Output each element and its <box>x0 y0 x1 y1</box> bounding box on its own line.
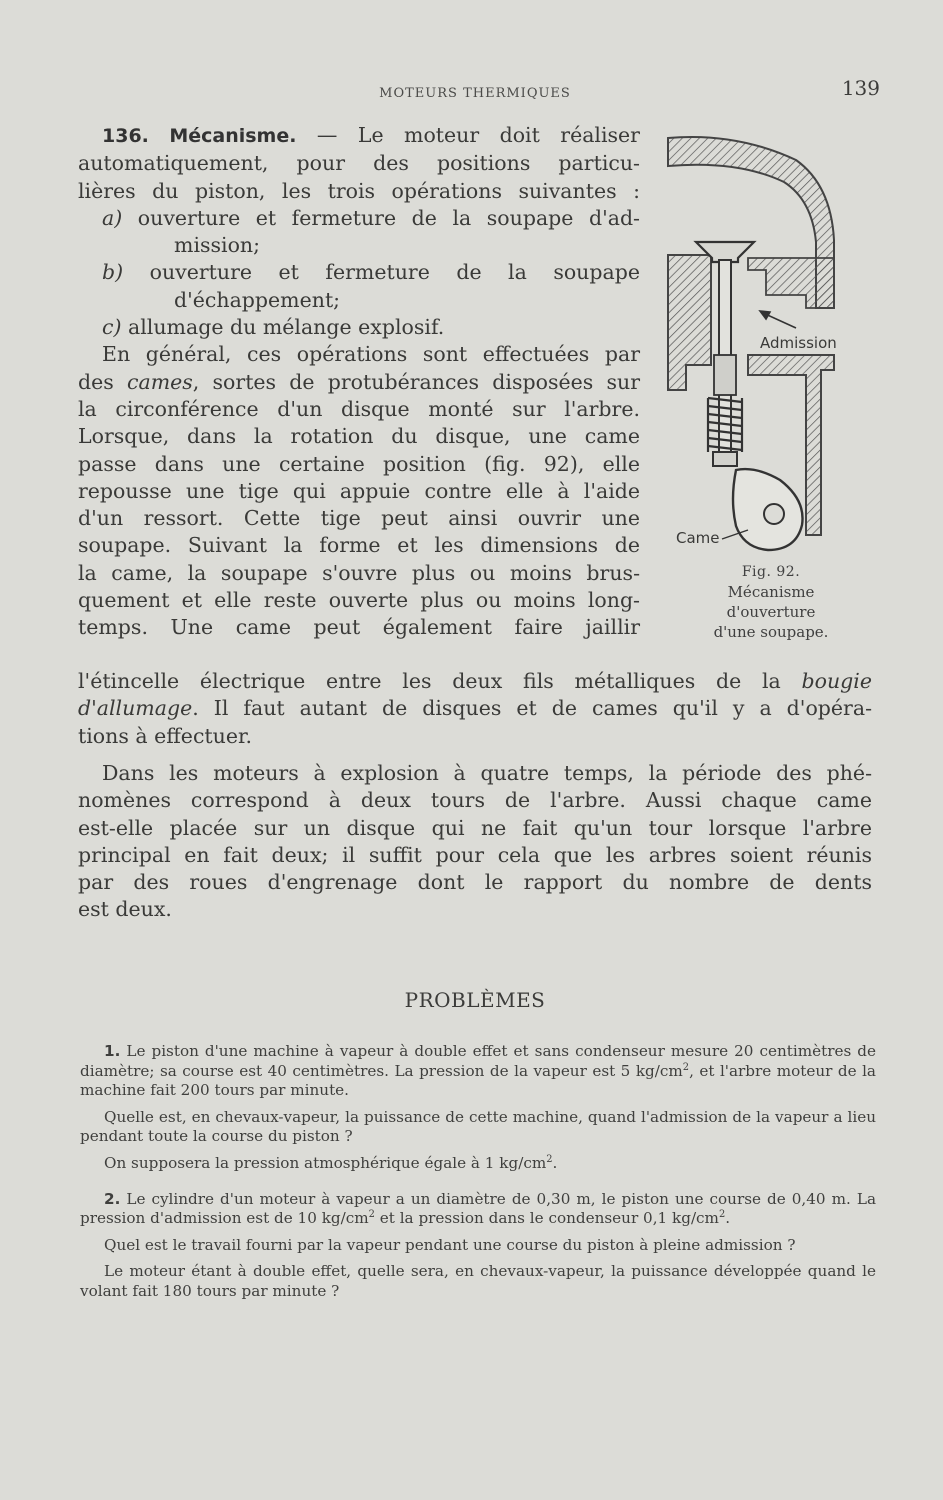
superscript: 2 <box>546 1153 553 1165</box>
list-item-a <box>78 205 640 232</box>
valve-mechanism-figure <box>656 130 878 560</box>
superscript: 2 <box>718 1209 726 1221</box>
tappet <box>713 452 737 466</box>
text-line: — Le moteur doit réaliser <box>316 123 640 147</box>
problem-2-question: Quel est le travail fourni par la vapeur pendant une course du piston à pleine admission ? <box>104 1235 796 1254</box>
section-heading-line <box>78 122 640 150</box>
text-line: tions à effectuer. <box>78 723 253 748</box>
term-bougie: bougie <box>801 669 872 693</box>
term-allumage: d'allumage <box>78 696 193 721</box>
text-line: lières du piston, les trois opérations suivantes : <box>78 178 640 203</box>
list-item-continuation: mission; <box>174 233 261 258</box>
problem-1-question: Quelle est, en chevaux-vapeur, la puissance de cette machine, quand l'admission de la vapeur a lieu pendant toute la course du piston ? <box>80 1107 876 1146</box>
list-marker: c) <box>102 315 122 340</box>
admission-label: Admission <box>760 334 837 352</box>
section-title: Mécanisme. <box>169 125 297 147</box>
figure-caption <box>660 562 882 642</box>
text-line: la came, la soupape s'ouvre plus ou moins brus- <box>78 560 640 585</box>
text-line: nomènes correspond à deux tours de l'arbre. Aussi chaque came <box>78 788 872 813</box>
text-run: Le cylindre d'un moteur à vapeur a un diamètre de 0,30 m, le piston une course de 0,40 m. La pression d'admission est de 10 kg/cm <box>80 1189 877 1228</box>
text-line: est deux. <box>78 897 172 922</box>
text-line: Lorsque, dans la rotation du disque, une came <box>78 424 640 449</box>
problems-list <box>80 1042 876 1309</box>
text-line: automatiquement, pour des positions particu- <box>78 151 640 176</box>
text-run: Le piston d'une machine à vapeur à double effet et sans condenseur mesure 20 centimètres de diamètre; sa course est 40 centimètres. La pression de la vapeur est 5 kg/cm <box>80 1042 876 1080</box>
list-item-text: ouverture et fermeture de la soupape <box>149 260 640 285</box>
text-line: la circonférence d'un disque monté sur l'arbre. <box>78 396 640 421</box>
text-line: repousse une tige qui appuie contre elle à l'aide <box>78 478 640 503</box>
text-line: En général, ces opérations sont effectuées par <box>102 342 640 367</box>
caption-line: d'une soupape. <box>713 623 829 641</box>
section-number: 136. <box>102 125 149 147</box>
valve-guide <box>714 355 736 395</box>
text-line: est-elle placée sur un disque qui ne fait qu'un tour lorsque l'arbre <box>78 815 872 840</box>
problem-2-statement <box>80 1190 876 1229</box>
list-item-text: allumage du mélange explosif. <box>128 315 445 340</box>
text-run: . <box>725 1209 731 1228</box>
text-line: Dans les moteurs à explosion à quatre temps, la période des phé- <box>102 761 872 785</box>
superscript: 2 <box>368 1209 375 1221</box>
list-item-text: ouverture et fermeture de la soupape d'ad- <box>137 205 640 230</box>
problem-number: 1. <box>104 1042 121 1060</box>
list-item-c <box>78 314 640 341</box>
page-number: 139 <box>841 76 880 100</box>
cam-shaft <box>764 504 784 524</box>
came-label: Came <box>676 529 720 547</box>
text-line <box>78 695 872 722</box>
text-run: des <box>78 369 127 394</box>
port-wall <box>748 258 834 308</box>
problem-number: 2. <box>104 1189 121 1208</box>
list-item-continuation: d'échappement; <box>174 287 341 312</box>
list-marker: b) <box>102 260 124 285</box>
text-run: On supposera la pression atmosphérique égale à 1 kg/cm <box>104 1153 547 1172</box>
superscript: 2 <box>682 1061 690 1073</box>
text-line <box>78 369 640 396</box>
admission-arrow <box>760 311 796 328</box>
section-136-wrapped-text <box>78 122 640 642</box>
term-cames: cames <box>127 369 193 394</box>
text-line: principal en fait deux; il suffit pour cela que les arbres soient réunis <box>78 842 872 867</box>
text-line: soupape. Suivant la forme et les dimensions de <box>78 533 640 558</box>
list-item-b <box>78 259 640 286</box>
text-line: d'un ressort. Cette tige peut ainsi ouvrir une <box>78 506 640 531</box>
text-line: temps. Une came peut également faire jaillir <box>78 615 640 640</box>
caption-line: Mécanisme <box>727 583 815 601</box>
text-run: l'étincelle électrique entre les deux fils métalliques de la <box>78 669 802 693</box>
text-run: et la pression dans le condenseur 0,1 kg/cm <box>374 1209 719 1228</box>
cylinder-block-left <box>668 255 711 390</box>
text-line: passe dans une certaine position (fig. 92), elle <box>78 451 640 476</box>
text-run: . Il faut autant de disques et de cames qu'il y a d'opéra- <box>192 696 872 721</box>
section-136-paragraph-3 <box>78 760 872 924</box>
problem-2-question-2: Le moteur étant à double effet, quelle sera, en chevaux-vapeur, la puissance développée quand le volant fait 180 tours par minute ? <box>80 1262 876 1300</box>
text-line <box>78 668 872 695</box>
problem-1-note <box>80 1154 876 1174</box>
text-line: quement et elle reste ouverte plus ou moins long- <box>78 588 640 613</box>
list-marker: a) <box>102 205 123 230</box>
caption-line: d'ouverture <box>726 603 816 621</box>
problem-1-statement <box>80 1042 876 1101</box>
figure-number: Fig. 92. <box>741 564 801 580</box>
text-line: par des roues d'engrenage dont le rapport du nombre de dents <box>78 870 872 895</box>
section-136-full-text <box>78 668 872 750</box>
text-run: . <box>552 1153 558 1172</box>
problems-heading: PROBLÈMES <box>404 988 546 1012</box>
text-run: , et l'arbre moteur de la machine fait 200 tours par minute. <box>80 1061 876 1100</box>
running-title: MOTEURS THERMIQUES <box>379 86 571 101</box>
text-run: , sortes de protubérances disposées sur <box>192 369 641 394</box>
